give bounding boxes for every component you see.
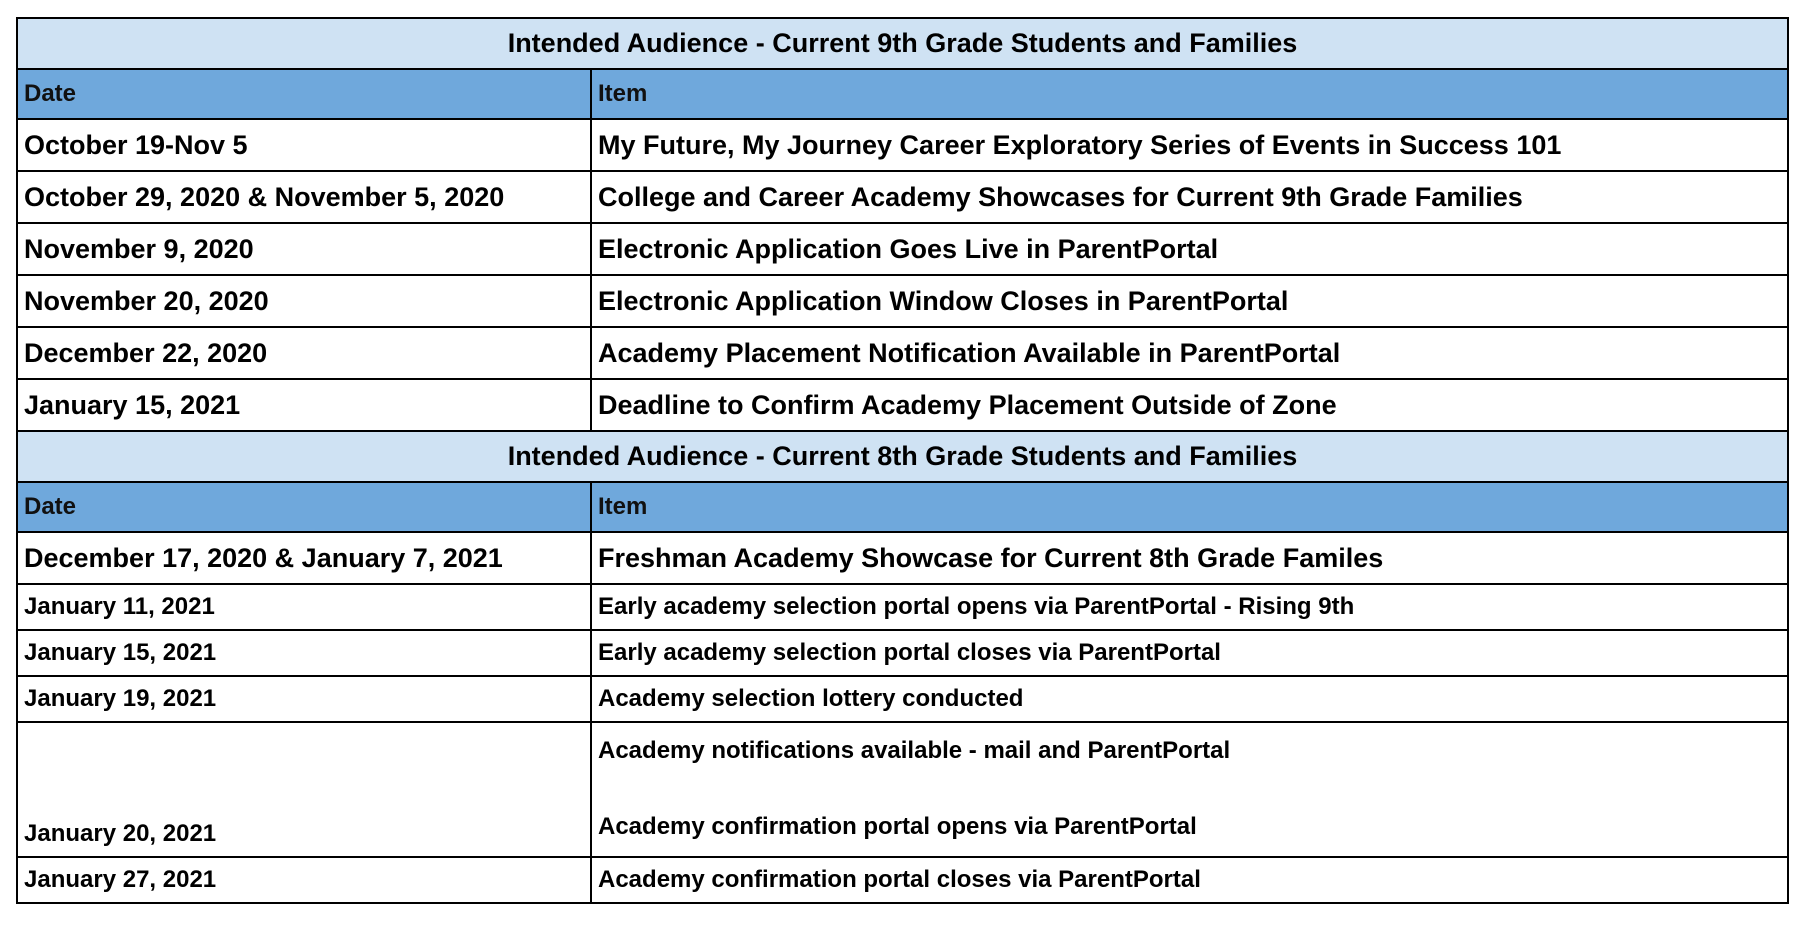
table-row	[17, 223, 1788, 275]
table-row	[17, 630, 1788, 676]
item-cell: Deadline to Confirm Academy Placement Outside of Zone	[591, 379, 1788, 431]
item-cell: Early academy selection portal opens via ParentPortal - Rising 9th	[591, 584, 1788, 630]
date-cell: November 9, 2020	[17, 223, 591, 275]
section-title-row	[17, 431, 1788, 482]
item-cell: Academy selection lottery conducted	[591, 676, 1788, 722]
date-cell: January 11, 2021	[17, 584, 591, 630]
table-row	[17, 532, 1788, 584]
table-row	[17, 327, 1788, 379]
section-title-row	[17, 18, 1788, 69]
table-row	[17, 119, 1788, 171]
table-row	[17, 722, 1788, 857]
item-cell: My Future, My Journey Career Exploratory Series of Events in Success 101	[591, 119, 1788, 171]
date-cell: December 17, 2020 & January 7, 2021	[17, 532, 591, 584]
date-column-header: Date	[17, 69, 591, 119]
table-row	[17, 676, 1788, 722]
item-cell: Freshman Academy Showcase for Current 8th Grade Familes	[591, 532, 1788, 584]
item-cell	[591, 722, 1788, 857]
date-cell: October 19-Nov 5	[17, 119, 591, 171]
section-title: Intended Audience - Current 8th Grade Students and Families	[17, 431, 1788, 482]
table-row	[17, 171, 1788, 223]
item-column-header: Item	[591, 69, 1788, 119]
date-cell: January 19, 2021	[17, 676, 591, 722]
date-cell: December 22, 2020	[17, 327, 591, 379]
table-row	[17, 379, 1788, 431]
table-row	[17, 275, 1788, 327]
date-cell: January 15, 2021	[17, 630, 591, 676]
schedule-table	[16, 17, 1789, 904]
item-cell: Early academy selection portal closes via ParentPortal	[591, 630, 1788, 676]
column-header-row	[17, 482, 1788, 532]
date-cell: January 15, 2021	[17, 379, 591, 431]
item-cell: Electronic Application Window Closes in ParentPortal	[591, 275, 1788, 327]
date-cell: January 20, 2021	[17, 722, 591, 857]
date-cell: November 20, 2020	[17, 275, 591, 327]
item-line: Academy confirmation portal opens via ParentPortal	[598, 813, 1197, 840]
item-column-header: Item	[591, 482, 1788, 532]
table-row	[17, 584, 1788, 630]
item-cell: College and Career Academy Showcases for Current 9th Grade Families	[591, 171, 1788, 223]
item-line: Academy notifications available - mail and ParentPortal	[598, 737, 1231, 764]
item-cell: Academy confirmation portal closes via ParentPortal	[591, 857, 1788, 903]
section-title: Intended Audience - Current 9th Grade Students and Families	[17, 18, 1788, 69]
item-cell: Electronic Application Goes Live in ParentPortal	[591, 223, 1788, 275]
date-cell: October 29, 2020 & November 5, 2020	[17, 171, 591, 223]
date-column-header: Date	[17, 482, 591, 532]
column-header-row	[17, 69, 1788, 119]
table-row	[17, 857, 1788, 903]
date-cell: January 27, 2021	[17, 857, 591, 903]
item-cell: Academy Placement Notification Available in ParentPortal	[591, 327, 1788, 379]
